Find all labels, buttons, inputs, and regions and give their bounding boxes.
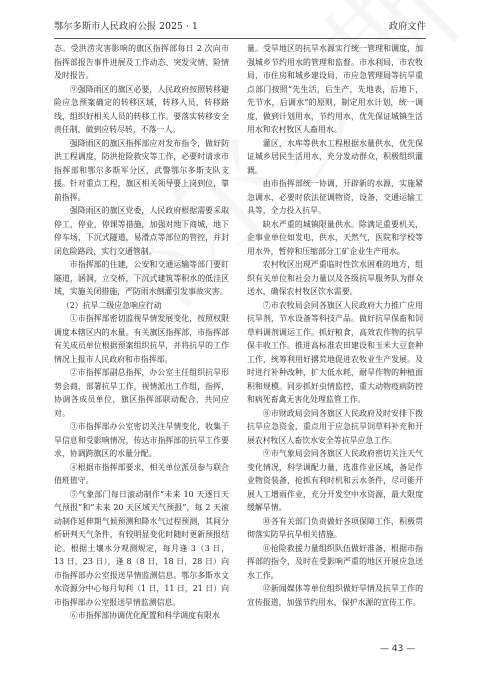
paragraph: 态。受洪涝灾害影响的旗区指挥部每日 2 次向市指挥部报告事件进展及工作动态、突发灾情、险情及时报告。 [54,44,229,80]
paragraph: ④根据市指挥部要求，相关单位派员参与联合值班值守。 [54,462,229,485]
paragraph: 市指挥部的住建，公安和交通运输等部门要盯隧道，涵洞，立交桥，下沉式建筑等积水的低洼区域，实施关闭措施，严防雨水倒灌引发事故灾害。 [54,260,229,296]
running-header [54,16,426,34]
paragraph: ①市指挥部密切监视旱情发展变化，按照权限调度本辖区内的水量。有关旗区指挥部，市指挥部有关成员单位根据预案组织抗旱，并将抗旱的工作情况上报市人民政府和市指挥部。 [54,314,229,364]
section-label: 政府文件 [388,21,426,32]
paragraph: ⑤气象部门每日滚动制作“未来 10 天逐日天气预报”和“未来 20 天区域天气预报”，每 2 天滚动制作延伸期气候预测和降水气过程预测，其间分析研判天气条件，有较明显变化时随时更新预报结论。根据土壤水分观测规定，每月逢 3（3 日，13 日，23 日），逢 8（8 日，18 日，28 日）向市指挥部办公室报送旱情监测信息。鄂尔多斯水文水资源分中心每月旬利（1 日，11 日，21 日）向市指挥部办公室报送旱情监测信息。 [54,489,229,607]
subheading: （2）抗旱二级应急响应行动 [61,300,162,310]
paragraph: ③市指挥部办公室密切关注旱情变化，收集干旱信息和受影响情况，传达市指挥部的抗旱工作要求，协调跨旗区的水量分配。 [54,422,229,458]
page-number: — 43 — [380,644,416,654]
left-column [54,42,229,623]
paragraph: ⑪抢险救援力量组织队伍做好准备，根据市指挥部的指令，及时在受影响严重的地区开展应急送水工作。 [247,543,423,580]
paragraph: ⑧市财政局会同各旗区人民政府及时安排下拨抗旱应急资金，重点用于应急抗旱饲草料补充和开展农村牧区人畜饮水安全等抗旱应急工作。 [247,408,423,445]
paragraph: 缺水严重的城镇限量供水。除满足重要机关，企事业单位如发电，供水，天然气，医院和学校等用水外，暂停和压缩部分工矿企业生产用水。 [247,219,423,256]
paragraph: ⑨强降雨区的旗区必要，人民政府按照转移避险应急预案确定的转移区域，转移人员，转移路线，组织好相关人员的转移工作。要落实转移安全责任制，做到应转尽转，不落一人。 [54,84,229,134]
paragraph: ⑨市气象局会同各旗区人民政府密切关注天气变化情况，科学调配力量，选准作业区域，备足作业物资装备，抢抓有利时机和云水条件，尽可能开展人工增雨作业，充分开发空中水资源，最大限度缓解旱情。 [247,449,423,512]
paragraph: 量。受旱地区的抗旱水源实行统一管理和调度，加强城乡节约用水的管理和监督。市水利局，市农牧局，市住房和城乡建设局，市应急管理局等抗旱重点部门按照“先生活，后生产，先地表，后地下，先节水，后调水”的原则，制定用水计划，统一调度，做到计划用水，节约用水，优先保证城镇生活用水和农村牧区人畜用水。 [247,44,423,134]
publication-title: 鄂尔多斯市人民政府公报 2025 · 1 [54,21,198,32]
paragraph: 由市指挥部统一协调，开辟新的水源，实施紧急调水，必要时依法征调物资，设备，交通运输工具等，全力投入抗旱。 [247,179,423,215]
paragraph: ⑫新闻媒体等单位组织做好旱情及抗旱工作的宣传报道，加强节约用水，保护水源的宣传工作。 [247,584,423,607]
paragraph: 强降雨区的旗区指挥部应对发布指令，做好防洪工程调度，防洪抢险救灾等工作，必要时请求市指挥部和鄂尔多斯军分区，武警鄂尔多斯支队支援。针对重点工程，旗区相关领导要上岗到位，靠前指挥。 [54,138,229,202]
paragraph: ⑦市农牧局会同各旗区人民政府大力推广应用抗旱剂，节水设备等科技产品。做好抗旱保畜和饲草料调剂调运工作。抓好粮食，高效农作物的抗旱保丰收工作。推进高标准农田建设和玉米大豆套种工作，统筹利用好撂荒地促进农牧业生产发展。及时进行补种改种，扩大低水耗，耐旱作物的种植面积和规模。同步抓好虫情监控，重大动物疫病防控和病死畜禽无害化处理监管工作。 [247,300,423,404]
right-column [247,42,423,609]
paragraph: 灌区，水库等供水工程根据水量供水，优先保证城乡居民生活用水，充分发动群众，积极组织灌溉。 [247,138,423,175]
header-rule [54,38,426,39]
paragraph: 农村牧区出现严重临时性饮水困难的地方，组织有关单位和社会力量以及各级抗旱服务队为群众送水，确保农村牧区饮水需要。 [247,260,423,296]
paragraph: ⑥市指挥部协调优化配置和科学调度有限水 [69,611,220,620]
paragraph: ②市指挥部副总指挥，办公室主任组织抗旱形势会商，部署抗旱工作，视情派出工作组，指挥，协调各成员单位，旗区指挥部联动配合，共同应对。 [54,368,229,418]
paragraph: ⑩各有关部门负责做好各项保障工作，积极贯彻落实防旱抗旱相关措施。 [247,516,423,539]
paragraph: 强降雨区的旗区党委，人民政府根据需要采取停工，停业，停课等措施，加强对地下商城，地下停车场，下沉式隧道，易滑点等部位的管控，并封闭危险路段，实行交通管制。 [54,206,229,256]
